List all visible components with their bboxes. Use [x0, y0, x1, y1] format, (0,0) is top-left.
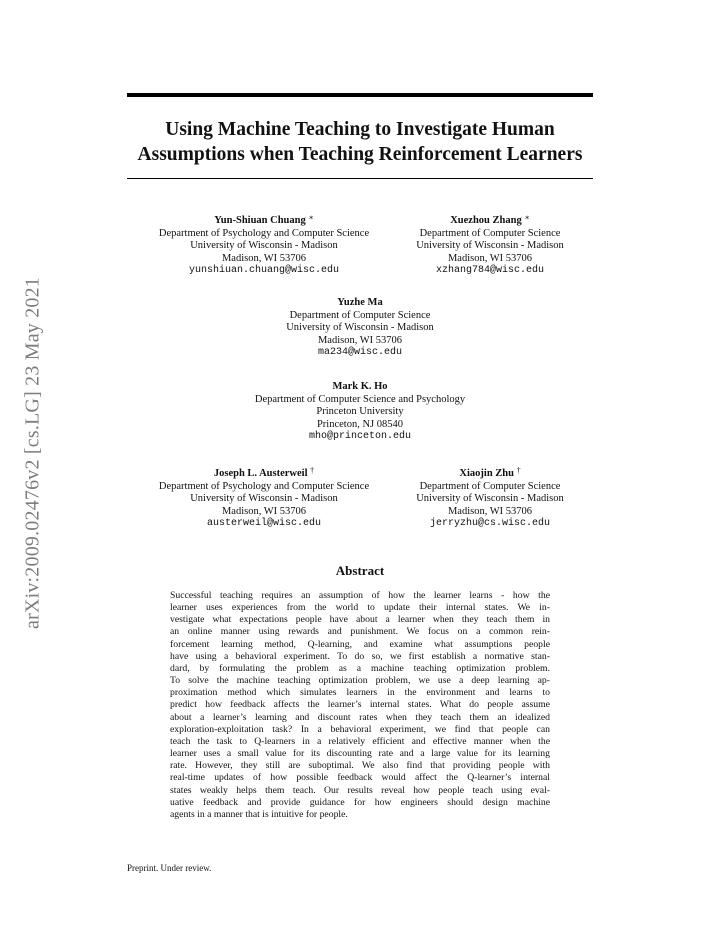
author-department: Department of Computer Science [419, 227, 561, 239]
author-address: Madison, WI 53706 [447, 505, 533, 517]
author-block [400, 465, 580, 531]
author-block [230, 297, 490, 360]
author-email[interactable]: ma234@wisc.edu [317, 347, 402, 359]
abstract-line: learner uses experiences from the world to update their internal states. We in- [170, 602, 550, 614]
author-email[interactable]: yunshiuan.chuang@wisc.edu [188, 265, 340, 277]
abstract-line: an online manner using rewards and punishment. We focus on a common rein- [170, 626, 550, 638]
abstract-line: rate. However, they still are suboptimal. We also find that providing people with [170, 760, 550, 772]
author-email[interactable]: jerryzhu@cs.wisc.edu [429, 518, 551, 530]
abstract-line: teach the task to Q-learners in a relatively efficient and effective manner when the [170, 735, 550, 747]
author-footnote-mark: † [310, 466, 315, 475]
title-line: Using Machine Teaching to Investigate Human [165, 119, 555, 140]
author-university: University of Wisconsin - Madison [286, 322, 434, 334]
author-block [210, 381, 510, 444]
abstract-line: agents in a manner that is intuitive for people. [170, 808, 348, 820]
abstract-line: have using a behavioral experiment. To do so, we first establish a normative stan- [170, 650, 550, 662]
abstract-line: real-time updates of how possible feedback would affect the Q-learner’s internal [170, 772, 550, 784]
author-footnote-mark: † [516, 466, 521, 475]
footer-note: Preprint. Under review. [127, 863, 212, 873]
author-department: Department of Psychology and Computer Science [158, 227, 370, 239]
author-email[interactable]: mho@princeton.edu [308, 431, 412, 443]
author-footnote-mark: ∗ [524, 213, 530, 222]
abstract-line: Successful teaching requires an assumption of how the learner learns - how the [170, 590, 550, 601]
abstract-line: proximation method which simulates learners in the environment and learns to [170, 687, 550, 699]
author-address: Madison, WI 53706 [447, 252, 533, 264]
author-name: Mark K. Ho [332, 381, 388, 392]
abstract-line: predict how feedback affects the learner’s internal states. What do people assume [170, 699, 550, 711]
arxiv-id: arXiv:2009.02476v2 [cs.LG] 23 May 2021 [21, 276, 44, 629]
abstract-line: states weakly helps them teach. Our results reveal how people teach using eval- [170, 784, 550, 796]
author-address: Madison, WI 53706 [221, 505, 307, 517]
abstract-body [170, 590, 550, 821]
author-department: Department of Computer Science [289, 309, 431, 321]
abstract-line: forcement learning method, Q-learning, and examine what assumptions people [170, 638, 550, 650]
author-block [400, 212, 580, 278]
author-department: Department of Psychology and Computer Science [158, 480, 370, 492]
paper-title [127, 117, 593, 167]
abstract-line: learner uses a small value for its discounting rate and a large value for its learning [170, 748, 550, 760]
abstract-line: To solve the machine teaching optimization problem, we use a deep learning ap- [170, 675, 550, 687]
author-university: University of Wisconsin - Madison [190, 240, 338, 252]
author-name: Xiaojin Zhu [459, 468, 514, 479]
abstract-line: dard, by formulating the problem as a machine teaching optimization problem. [170, 662, 550, 674]
title-line: Assumptions when Teaching Reinforcement Learners [137, 144, 583, 165]
author-email[interactable]: xzhang784@wisc.edu [435, 265, 545, 277]
author-department: Department of Computer Science and Psychology [254, 393, 466, 405]
author-university: University of Wisconsin - Madison [416, 240, 564, 252]
author-department: Department of Computer Science [419, 480, 561, 492]
author-block [138, 465, 390, 531]
author-university: University of Wisconsin - Madison [190, 493, 338, 505]
author-address: Madison, WI 53706 [221, 252, 307, 264]
abstract-line: uative feedback and provide guidance for how engineers should design machine [170, 796, 550, 808]
author-university: Princeton University [316, 406, 404, 418]
author-university: University of Wisconsin - Madison [416, 493, 564, 505]
author-block [138, 212, 390, 278]
author-email[interactable]: austerweil@wisc.edu [206, 518, 322, 530]
abstract-line: about a learner’s learning and discount rates when they teach them an idealized [170, 711, 550, 723]
author-name: Yun-Shiuan Chuang [214, 215, 306, 226]
author-address: Princeton, NJ 08540 [316, 418, 404, 430]
author-address: Madison, WI 53706 [317, 334, 403, 346]
title-bottom-rule [127, 178, 593, 179]
author-name: Xuezhou Zhang [450, 215, 522, 226]
abstract-line: vestigate what expectations people have about a learner when they teach them in [170, 614, 550, 626]
abstract-heading: Abstract [335, 563, 385, 578]
author-name: Joseph L. Austerweil [213, 468, 308, 479]
abstract-line: exploration-exploitation task? In a behavioral experiment, we find that people can [170, 723, 550, 735]
title-top-rule [127, 93, 593, 97]
author-name: Yuzhe Ma [337, 297, 383, 308]
author-footnote-mark: ∗ [308, 213, 314, 222]
arxiv-watermark [8, 244, 58, 661]
